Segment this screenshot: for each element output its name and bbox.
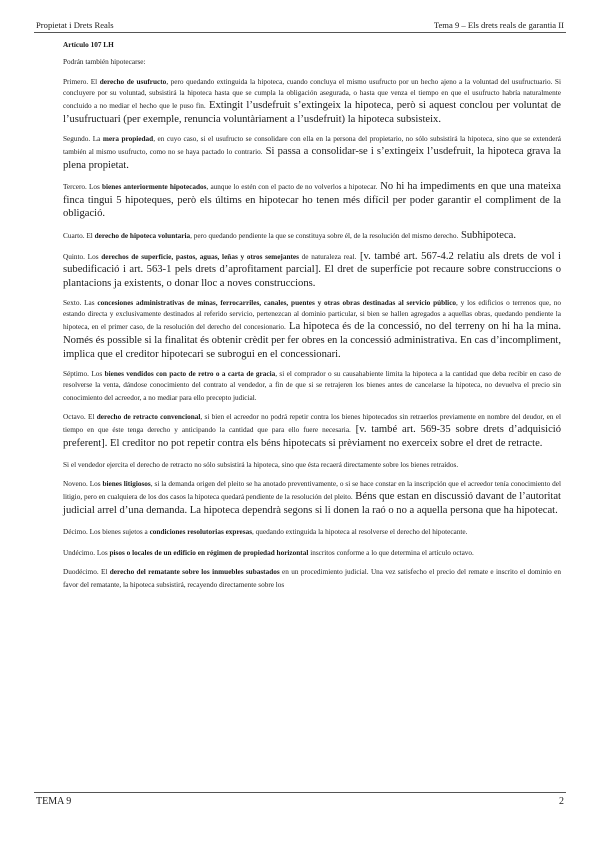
paragraph-segundo: Segundo. La mera propiedad, en cuyo caso, si el usufructo se consolidare con ella en la persona del propietario, no sólo subsistirá la hipoteca, sino que se extenderá también al mismo usufructo, como no se haya pactado lo contrario. Si passa a consolidar-se i s’extingeix l’usdefruit, la hipoteca grava la plena propietat. (63, 135, 561, 171)
header-left-title: Propietat i Drets Reals (36, 20, 114, 30)
paragraph-decimo: Décimo. Los bienes sujetos a condiciones resolutorias expresas, quedando extinguida la hipoteca al resolverse el derecho del hipotecante. (63, 528, 468, 536)
paragraph-quinto: Quinto. Los derechos de superficie, pastos, aguas, leñas y otros semejantes de naturaleza real. [v. també art. 567-4.2 relatiu als drets de vol i subedificació i art. 563-1 pels drets d’aprofitament parcial]. El dret de superfície pot recaure sobre construccions o plantacions ja existents, o donar lloc a noves construccions. (63, 250, 562, 290)
paragraph-septimo: Séptimo. Los bienes vendidos con pacto de retro o a carta de gracia, si el comprador o su causahabiente limita la hipoteca a la cantidad que deba recibir en caso de resolverse la venta, dándose conocimiento del contrato al vendedor, a fin de que si se retrajeren los bienes antes de cancelarse la hipoteca, no devuelva el precio sin conocimiento del acreedor, a no mediar para ello precepto judicial. (63, 369, 562, 403)
paragraph-duodecimo: Duodécimo. El derecho del rematante sobre los inmuebles subastados en un procedimiento judicial. Una vez satisfecho el precio del remate e inscrito el dominio en favor del rematante, la hipoteca subsistirá, recayendo directamente sobre los (63, 568, 561, 590)
header-right-title: Tema 9 – Els drets reals de garantia II (433, 20, 564, 30)
commentary-note: La hipoteca és de la concessió, no del terreny on hi ha la mina. Només és possible si la finalitat és obtenir crèdit per fer obres en la concessió administrativa. En cas d’incompliment, implica que el creditor hipotecari se subrogui en el concessionari. (63, 321, 561, 360)
paragraph-octavo-continued: Si el vendedor ejercita el derecho de retracto no sólo subsistirá la hipoteca, sino que ésta recaerá directamente sobre los bienes retraídos. (63, 461, 459, 470)
commentary-note: No hi ha impediments en que una mateixa finca tingui 5 hipoteques, però els últims en hipotecar ho tenen més difícil per poder garantir el compliment de la obligació. (63, 181, 561, 220)
paragraph-primero: Primero. El derecho de usufructo, pero quedando extinguida la hipoteca, cuando concluya el mismo usufructo por un hecho ajeno a la voluntad del usufructuario. Si concluyere por su voluntad, subsistirá la hipoteca hasta que se cumpla la obligación asegurada, o hasta que venza el tiempo en que el usufructo habría naturalmente concluido a no mediar el hecho que le puso fin. Extingit l’usdefruit s’extingeix la hipoteca, però si aquest conclou per voluntat de l’usufructuari (per exemple, renuncia voluntàriament a l’usdefruit) la hipoteca subsisteix. (63, 78, 561, 126)
paragraph-octavo: Octavo. El derecho de retracto convencional, si bien el acreedor no podrá repetir contra los bienes hipotecados sin retraerlos previamente en nombre del deudor, en el tiempo en que éste tenga derecho y anticipando la cantidad que para ello fuere necesaria. [v. també art. 569-35 sobre drets d’adquisició preferent]. El creditor no pot repetir contra els béns hipotecats si prèviament no exerceix sobre el dret de retracte. (63, 413, 562, 449)
commentary-note: Béns que estan en discussió davant de l’autoritat judicial arrel d’una demanda. La hipoteca dependrà segons si li donen la raó o no a aquella persona que ha hipotecat. (63, 491, 561, 516)
commentary-note: [v. també art. 569-35 sobre drets d’adquisició preferent]. El creditor no pot repetir contra els béns hipotecats si prèviament no exerceix sobre el dret de retracte. (63, 424, 562, 449)
page-number: 2 (559, 796, 564, 807)
commentary-note: Si passa a consolidar-se i s’extingeix l’usdefruit, la hipoteca grava la plena propietat. (63, 146, 561, 171)
paragraph-undecimo: Undécimo. Los pisos o locales de un edificio en régimen de propiedad horizontal inscritos conforme a lo que determina el artículo octavo. (63, 549, 474, 558)
article-intro: Podrán también hipotecarse: (63, 58, 146, 67)
document-body (63, 40, 561, 599)
commentary-note: Extingit l’usdefruit s’extingeix la hipoteca, però si aquest conclou per voluntat de l’usufructuari (per exemple, renuncia voluntàriament a l’usdefruit) la hipoteca subsisteix. (63, 100, 561, 126)
commentary-note: Subhipoteca. (458, 229, 516, 241)
footer-chapter: TEMA 9 (36, 796, 72, 807)
paragraph-cuarto: Cuarto. El derecho de hipoteca voluntaria, pero quedando pendiente la que se constituya sobre él, de la resolución del mismo derecho. Subhipoteca. (63, 229, 516, 241)
page-footer (34, 792, 566, 807)
commentary-note: [v. també art. 567-4.2 relatiu als drets de vol i subedificació i art. 563-1 pels drets d’aprofitament parcial]. El dret de superfície pot recaure sobre construccions o plantacions ja existents, o donar lloc a noves construccions. (63, 250, 562, 290)
paragraph-sexto: Sexto. Las concesiones administrativas de minas, ferrocarriles, canales, puentes y otras obras destinadas al servicio público, y los edificios o terrenos que, no estando directa y exclusivamente destinados al referido servicio, pertenezcan al dominio particular, si bien se hallen agregados a aquellas obras, quedando pendiente la hipoteca, en el primer caso, de la resolución del derecho del concesionario. La hipoteca és de la concessió, no del terreny on hi ha la mina. Només és possible si la finalitat és obtenir crèdit per fer obres en la concessió administrativa. En cas d’incompliment, implica que el creditor hipotecari se subrogui en el concessionari. (63, 299, 561, 360)
page-header (34, 18, 566, 33)
paragraph-tercero: Tercero. Los bienes anteriormente hipotecados, aunque lo estén con el pacto de no volverlos a hipotecar. No hi ha impediments en que una mateixa finca tingui 5 hipoteques, però els últims en hipotecar ho tenen més difícil per poder garantir el compliment de la obligació. (63, 181, 561, 220)
article-title: Artículo 107 LH (63, 41, 114, 49)
paragraph-noveno: Noveno. Los bienes litigiosos, si la demanda origen del pleito se ha anotado preventivamente, o si se hace constar en la inscripción que el acreedor tenía conocimiento del litigio, pero en cualquiera de los dos casos la hipoteca quedará pendiente de la resolución del pleito. Béns que estan en discussió davant de l’autoritat judicial arrel d’una demanda. La hipoteca dependrà segons si li donen la raó o no a aquella persona que ha hipotecat. (63, 480, 561, 516)
